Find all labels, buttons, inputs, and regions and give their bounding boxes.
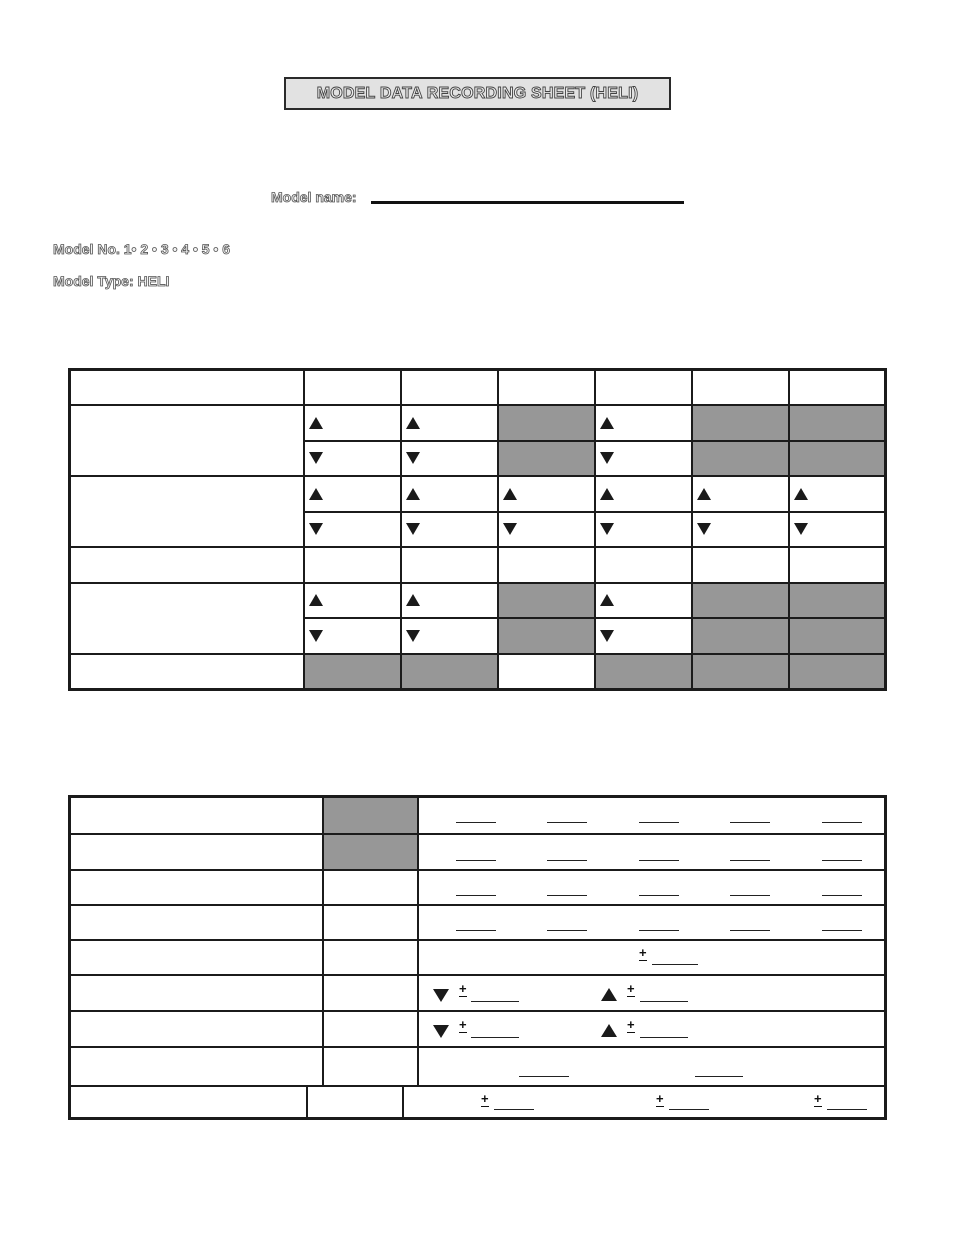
- value-cell[interactable]: [401, 583, 498, 619]
- value-cell[interactable]: [401, 476, 498, 512]
- disabled-cell: [789, 583, 886, 619]
- value-blank[interactable]: [822, 860, 862, 861]
- down-arrow-icon: [600, 630, 614, 642]
- value-blank[interactable]: [652, 964, 698, 965]
- plus-minus-icon: +: [627, 1017, 635, 1032]
- disabled-cell: [692, 405, 789, 441]
- row-label-cell[interactable]: [70, 547, 304, 583]
- value-cell[interactable]: [692, 476, 789, 512]
- value-cell[interactable]: [324, 1048, 419, 1085]
- value-blank[interactable]: [669, 1109, 709, 1110]
- plus-minus-icon: +: [459, 981, 467, 996]
- value-cell[interactable]: [692, 547, 789, 583]
- down-arrow-icon: [433, 1025, 449, 1038]
- row-label-cell[interactable]: [71, 835, 324, 869]
- disabled-cell: [498, 441, 595, 477]
- settings-row: [71, 1010, 884, 1046]
- value-cell[interactable]: [304, 583, 401, 619]
- up-arrow-icon: [406, 594, 420, 606]
- plus-minus-icon: +: [814, 1091, 822, 1106]
- up-arrow-icon: [503, 488, 517, 500]
- value-blank[interactable]: [639, 895, 679, 896]
- up-arrow-icon: [601, 1024, 617, 1037]
- value-cell[interactable]: [324, 976, 419, 1010]
- settings-row: [71, 833, 884, 869]
- disabled-cell: [789, 441, 886, 477]
- row-label-cell[interactable]: [71, 1087, 308, 1117]
- value-cell[interactable]: [304, 512, 401, 548]
- channel-row: [70, 476, 886, 512]
- value-cell[interactable]: [324, 941, 419, 974]
- value-cell[interactable]: [789, 476, 886, 512]
- row-label-cell[interactable]: [70, 583, 304, 654]
- down-arrow-icon: [309, 523, 323, 535]
- plus-minus-icon: +: [459, 1017, 467, 1032]
- down-arrow-icon: [406, 523, 420, 535]
- value-cell[interactable]: [304, 476, 401, 512]
- channel-table: [68, 368, 887, 691]
- value-cell[interactable]: [401, 370, 498, 406]
- plus-minus-icon: +: [627, 981, 635, 996]
- value-blank[interactable]: [471, 1037, 519, 1038]
- value-blank[interactable]: [827, 1109, 867, 1110]
- down-arrow-icon: [406, 630, 420, 642]
- value-cell[interactable]: [498, 654, 595, 690]
- value-cell[interactable]: [692, 512, 789, 548]
- value-cell[interactable]: [401, 547, 498, 583]
- disabled-cell: [401, 654, 498, 690]
- value-cell[interactable]: [595, 618, 692, 654]
- disabled-cell: [595, 654, 692, 690]
- settings-row: [71, 1046, 884, 1085]
- disabled-cell: [324, 835, 419, 869]
- value-cell[interactable]: [498, 512, 595, 548]
- row-label-cell[interactable]: [70, 476, 304, 547]
- up-arrow-icon: [600, 488, 614, 500]
- value-cell[interactable]: [595, 405, 692, 441]
- down-arrow-icon: [697, 523, 711, 535]
- row-label-cell[interactable]: [71, 871, 324, 904]
- model-name-label: Model name:: [271, 189, 357, 205]
- value-blank[interactable]: [730, 895, 770, 896]
- model-number-line: Model No. 1• 2 • 3 • 4 • 5 • 6: [53, 241, 231, 257]
- value-blank[interactable]: [519, 1076, 569, 1077]
- value-cell[interactable]: [789, 512, 886, 548]
- plus-minus-icon: +: [656, 1091, 664, 1106]
- channel-row: [70, 654, 886, 690]
- value-blank[interactable]: [730, 930, 770, 931]
- value-blank[interactable]: [471, 1001, 519, 1002]
- row-label-cell[interactable]: [70, 370, 304, 406]
- up-arrow-icon: [794, 488, 808, 500]
- channel-row: [70, 405, 886, 441]
- value-blank[interactable]: [639, 822, 679, 823]
- value-cell[interactable]: [692, 370, 789, 406]
- value-cell[interactable]: [498, 476, 595, 512]
- value-cell[interactable]: [304, 370, 401, 406]
- row-label-cell[interactable]: [70, 654, 304, 690]
- value-cell[interactable]: [401, 441, 498, 477]
- value-blank[interactable]: [456, 895, 496, 896]
- plus-minus-icon: +: [481, 1091, 489, 1106]
- value-cell[interactable]: [595, 476, 692, 512]
- value-cell[interactable]: [789, 370, 886, 406]
- value-blank[interactable]: [640, 1037, 688, 1038]
- down-arrow-icon: [503, 523, 517, 535]
- value-blank[interactable]: [640, 1001, 688, 1002]
- value-cell[interactable]: [324, 871, 419, 904]
- disabled-cell: [692, 654, 789, 690]
- row-label-cell[interactable]: [71, 798, 324, 833]
- value-cell[interactable]: [401, 405, 498, 441]
- row-label-cell[interactable]: [70, 405, 304, 476]
- value-cell[interactable]: [304, 405, 401, 441]
- value-cell[interactable]: [304, 618, 401, 654]
- disabled-cell: [498, 405, 595, 441]
- value-cell[interactable]: [789, 547, 886, 583]
- value-blank[interactable]: [547, 822, 587, 823]
- value-blank[interactable]: [639, 860, 679, 861]
- disabled-cell: [304, 654, 401, 690]
- value-blank[interactable]: [547, 930, 587, 931]
- disabled-cell: [789, 405, 886, 441]
- down-arrow-icon: [600, 452, 614, 464]
- value-blank[interactable]: [456, 860, 496, 861]
- up-arrow-icon: [406, 488, 420, 500]
- value-blank[interactable]: [822, 895, 862, 896]
- value-cell[interactable]: [498, 370, 595, 406]
- down-arrow-icon: [309, 630, 323, 642]
- row-label-cell[interactable]: [71, 906, 324, 939]
- up-arrow-icon: [309, 488, 323, 500]
- row-label-cell[interactable]: [71, 976, 324, 1010]
- down-arrow-icon: [309, 452, 323, 464]
- down-arrow-icon: [794, 523, 808, 535]
- settings-row: [71, 974, 884, 1010]
- value-cell[interactable]: [595, 512, 692, 548]
- value-cell[interactable]: [595, 441, 692, 477]
- value-blank[interactable]: [547, 895, 587, 896]
- settings-row: [71, 869, 884, 904]
- disabled-cell: [789, 618, 886, 654]
- disabled-cell: [324, 798, 419, 833]
- settings-row: [71, 939, 884, 974]
- row-label-cell[interactable]: [71, 941, 324, 974]
- row-label-cell[interactable]: [71, 1048, 324, 1085]
- down-arrow-icon: [433, 989, 449, 1002]
- value-blank[interactable]: [456, 822, 496, 823]
- value-blank[interactable]: [456, 930, 496, 931]
- value-cell[interactable]: [304, 441, 401, 477]
- sheet-title: MODEL DATA RECORDING SHEET (HELI): [316, 84, 639, 102]
- channel-row: [70, 370, 886, 406]
- sheet-title-box: [284, 77, 671, 110]
- value-blank[interactable]: [547, 860, 587, 861]
- value-blank[interactable]: [494, 1109, 534, 1110]
- value-cell[interactable]: [595, 547, 692, 583]
- down-arrow-icon: [406, 452, 420, 464]
- channel-row: [70, 547, 886, 583]
- up-arrow-icon: [600, 417, 614, 429]
- value-blank[interactable]: [730, 822, 770, 823]
- disabled-cell: [789, 654, 886, 690]
- model-name-field[interactable]: [371, 201, 684, 204]
- value-cell[interactable]: [304, 547, 401, 583]
- up-arrow-icon: [406, 417, 420, 429]
- settings-row: [71, 798, 884, 833]
- value-cell[interactable]: [308, 1087, 404, 1117]
- value-cell[interactable]: [401, 618, 498, 654]
- plus-minus-icon: +: [639, 945, 647, 960]
- value-cell[interactable]: [595, 583, 692, 619]
- value-cell[interactable]: [324, 906, 419, 939]
- value-blank[interactable]: [822, 822, 862, 823]
- settings-row: [71, 904, 884, 939]
- disabled-cell: [692, 618, 789, 654]
- up-arrow-icon: [309, 594, 323, 606]
- value-blank[interactable]: [822, 930, 862, 931]
- settings-row: [71, 1085, 884, 1117]
- up-arrow-icon: [601, 988, 617, 1001]
- value-cell[interactable]: [324, 1012, 419, 1046]
- disabled-cell: [692, 441, 789, 477]
- row-label-cell[interactable]: [71, 1012, 324, 1046]
- channel-row: [70, 583, 886, 619]
- value-blank[interactable]: [695, 1076, 743, 1077]
- settings-table: [68, 795, 887, 1120]
- model-type-line: Model Type: HELI: [53, 273, 170, 289]
- value-cell[interactable]: [401, 512, 498, 548]
- value-blank[interactable]: [730, 860, 770, 861]
- up-arrow-icon: [697, 488, 711, 500]
- value-cell[interactable]: [595, 370, 692, 406]
- value-blank[interactable]: [639, 930, 679, 931]
- disabled-cell: [498, 618, 595, 654]
- up-arrow-icon: [309, 417, 323, 429]
- disabled-cell: [498, 583, 595, 619]
- value-cell[interactable]: [498, 547, 595, 583]
- up-arrow-icon: [600, 594, 614, 606]
- down-arrow-icon: [600, 523, 614, 535]
- disabled-cell: [692, 583, 789, 619]
